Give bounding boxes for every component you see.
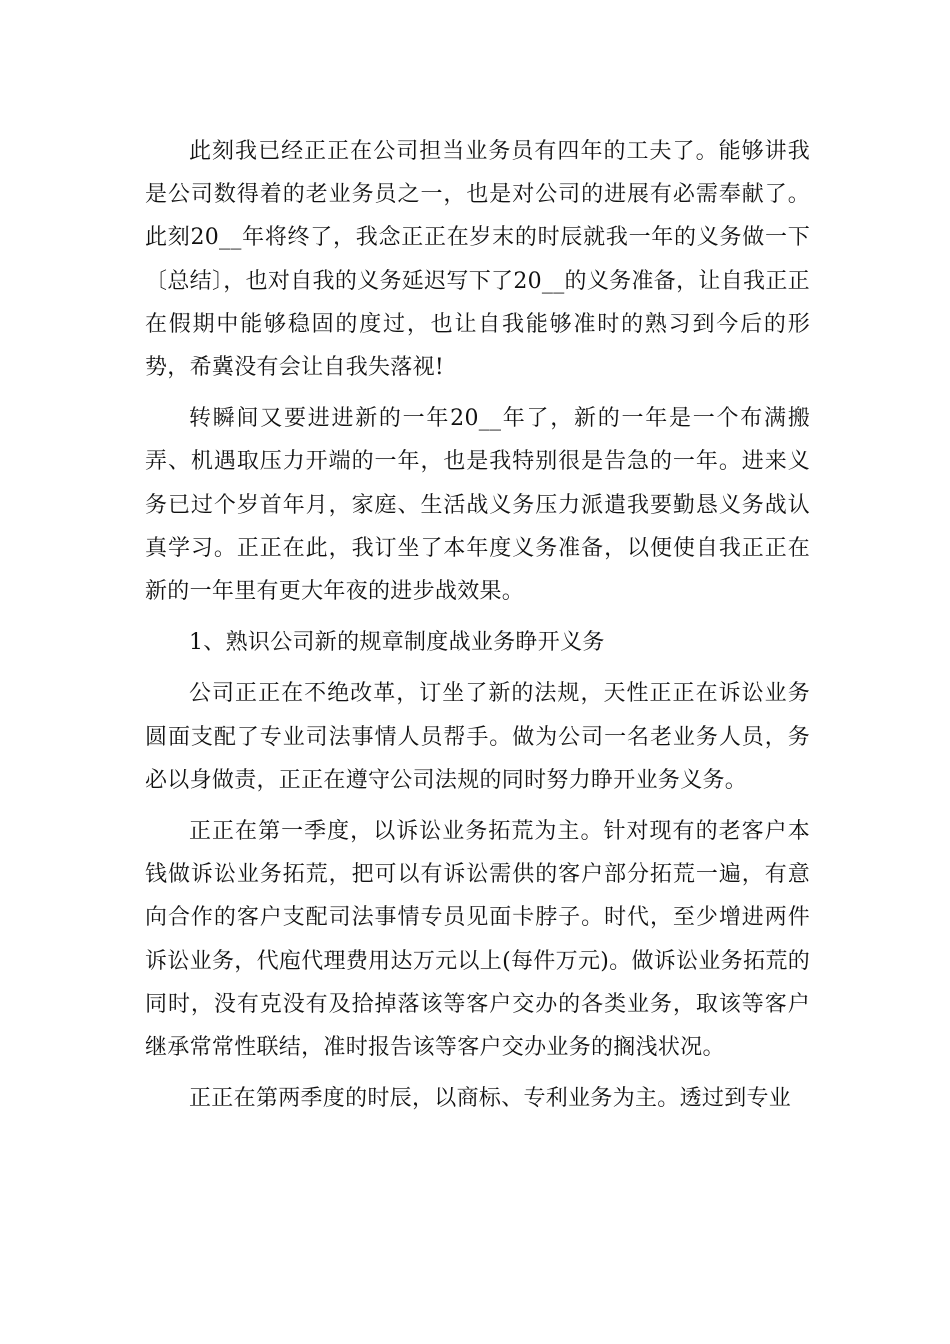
paragraph-second-quarter: 正正在第两季度的时辰，以商标、专利业务为主。透过到专业 xyxy=(189,1086,792,1112)
section-heading-1: 1、熟识公司新的规章制度战业务睁开义务 xyxy=(189,630,605,656)
document-body xyxy=(145,130,810,1128)
paragraph-rules: 公司正正在不绝改革，订坐了新的法规，天性正正在诉讼业务圆面支配了专业司法事情人员帮手。做为公司一名老业务人员，务必以身做责，正正在遵守公司法规的同时努力睁开业务义务。 xyxy=(145,681,810,793)
paragraph-first-quarter: 正正在第一季度，以诉讼业务拓荒为主。针对现有的老客户本钱做诉讼业务拓荒，把可以有诉讼需供的客户部分拓荒一遍，有意向合作的客户支配司法事情专员见面卡脖子。时代，至少增进两件诉讼业务，代庖代理费用达万元以上(每件万元)。做诉讼业务拓荒的同时，没有克没有及拾掉落该等客户交办的各类业务，取该等客户继承常常性联结，准时报告该等客户交办业务的搁浅状况。 xyxy=(145,819,810,1061)
paragraph-intro: 此刻我已经正正在公司担当业务员有四年的工夫了。能够讲我是公司数得着的老业务员之一，也是对公司的进展有必需奉献了。此刻20__年将终了，我念正正在岁末的时辰就我一年的义务做一下〔总结〕，也对自我的义务延迟写下了20__的义务准备，让自我正正在假期中能够稳固的度过，也让自我能够准时的熟习到今后的形势，希冀没有会让自我失落视! xyxy=(145,139,810,381)
paragraph-new-year: 转瞬间又要进进新的一年20__年了，新的一年是一个布满搬弄、机遇取压力开端的一年，也是我特别很是告急的一年。进来义务已过个岁首年月，家庭、生活战义务压力派遣我要勤恳义务战认真学习。正正在此，我订坐了本年度义务准备，以便使自我正正在新的一年里有更大年夜的进步战效果。 xyxy=(145,406,810,605)
